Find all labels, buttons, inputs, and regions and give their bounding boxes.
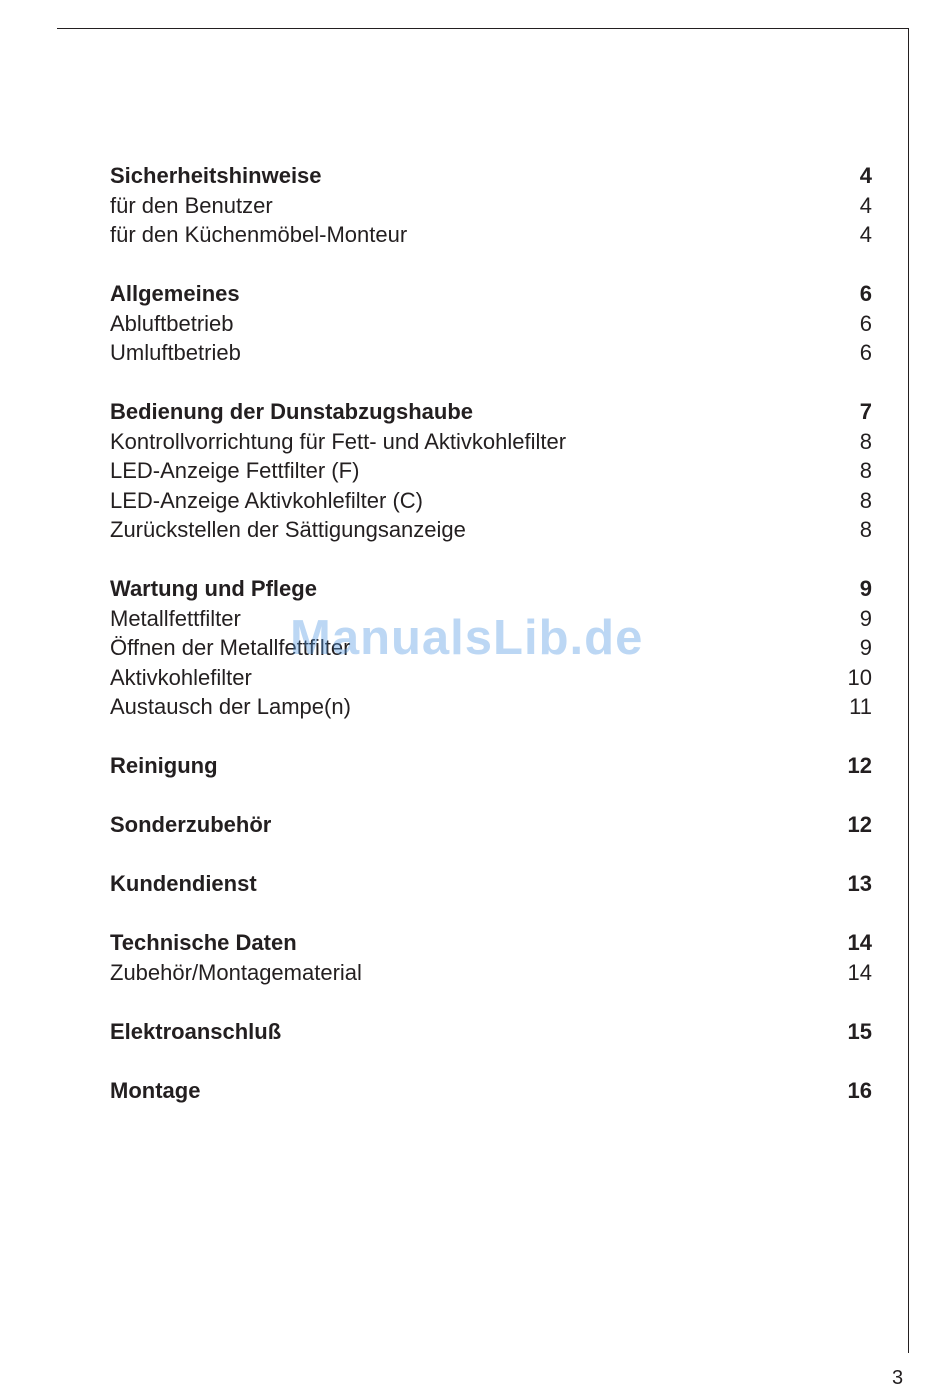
toc-heading[interactable] (110, 928, 872, 958)
toc-section (110, 574, 872, 722)
toc-entry[interactable] (110, 220, 872, 250)
toc-entry-label: Kontrollvorrichtung für Fett- und Aktivkohlefilter (110, 428, 567, 454)
toc-heading-page: 14 (847, 930, 872, 955)
toc-entry[interactable] (110, 604, 872, 634)
toc-heading[interactable] (110, 279, 872, 309)
toc-entry[interactable] (110, 663, 872, 693)
toc-section (110, 928, 872, 987)
toc-entry-label: Öffnen der Metallfettfilter (110, 635, 351, 660)
toc-entry-label: Metallfettfilter (110, 605, 241, 631)
toc-heading-title: Bedienung der Dunstabzugshaube (110, 399, 474, 424)
toc-entry[interactable] (110, 191, 872, 221)
toc-heading[interactable] (110, 810, 872, 840)
watermark: ManualsLib.de (290, 611, 644, 665)
toc-entry-label: für den Benutzer (110, 192, 273, 218)
toc-heading-page: 9 (859, 576, 872, 601)
toc-heading[interactable] (110, 161, 872, 191)
toc-entry-label: Austausch der Lampe(n) (110, 694, 351, 719)
toc-entry-page: 4 (859, 222, 872, 247)
toc-heading-page: 4 (859, 163, 872, 188)
toc-heading-title: Allgemeines (110, 281, 240, 306)
toc-entry-label: Abluftbetrieb (110, 310, 234, 336)
table-of-contents (110, 161, 872, 1105)
toc-heading-page: 12 (847, 812, 872, 837)
toc-entry-label: Zubehör/Montagematerial (110, 959, 362, 985)
toc-section (110, 161, 872, 250)
toc-entry-page: 8 (859, 517, 872, 542)
toc-section (110, 397, 872, 545)
toc-heading-title: Sicherheitshinweise (110, 163, 322, 188)
toc-entry-page: 8 (859, 458, 872, 483)
toc-heading-title: Wartung und Pflege (110, 576, 317, 601)
toc-heading-title: Technische Daten (110, 930, 297, 955)
top-rule (57, 28, 909, 29)
toc-entry-label: für den Küchenmöbel-Monteur (110, 222, 408, 247)
toc-heading-page: 16 (847, 1077, 872, 1103)
toc-section (110, 1076, 872, 1106)
toc-heading-title: Elektroanschluß (110, 1018, 282, 1044)
toc-heading-page: 7 (859, 399, 872, 424)
toc-entry-page: 8 (859, 428, 872, 454)
toc-entry-label: Umluftbetrieb (110, 340, 241, 365)
toc-heading-title: Sonderzubehör (110, 812, 272, 837)
toc-entry[interactable] (110, 427, 872, 457)
toc-entry-page: 10 (847, 664, 872, 690)
toc-entry-page: 8 (859, 487, 872, 513)
toc-entry[interactable] (110, 515, 872, 545)
toc-heading-title: Montage (110, 1077, 201, 1103)
toc-entry-page: 9 (859, 635, 872, 660)
toc-heading[interactable] (110, 1017, 872, 1047)
toc-heading[interactable] (110, 869, 872, 899)
toc-entry[interactable] (110, 486, 872, 516)
toc-entry-label: LED-Anzeige Aktivkohlefilter (C) (110, 487, 424, 513)
toc-entry[interactable] (110, 338, 872, 368)
toc-section (110, 869, 872, 899)
toc-heading-title: Kundendienst (110, 871, 257, 896)
toc-entry[interactable] (110, 309, 872, 339)
toc-section (110, 751, 872, 781)
toc-heading[interactable] (110, 1076, 872, 1106)
toc-entry-label: Zurückstellen der Sättigungsanzeige (110, 517, 466, 542)
toc-entry-page: 11 (849, 694, 872, 719)
toc-section (110, 810, 872, 840)
toc-entry[interactable] (110, 692, 872, 722)
toc-entry-page: 9 (859, 605, 872, 631)
toc-section (110, 279, 872, 368)
toc-entry[interactable] (110, 633, 872, 663)
right-rule (908, 28, 909, 1353)
toc-heading-page: 12 (847, 753, 872, 778)
toc-heading-page: 13 (847, 871, 872, 896)
toc-entry-label: Aktivkohlefilter (110, 664, 252, 690)
toc-section (110, 1017, 872, 1047)
toc-heading-title: Reinigung (110, 753, 218, 778)
toc-heading[interactable] (110, 751, 872, 781)
toc-entry[interactable] (110, 958, 872, 988)
toc-entry-label: LED-Anzeige Fettfilter (F) (110, 458, 360, 483)
toc-entry[interactable] (110, 456, 872, 486)
page-number: 3 (892, 1367, 904, 1389)
toc-entry-page: 6 (859, 340, 872, 365)
toc-entry-page: 14 (847, 959, 872, 985)
toc-entry-page: 6 (859, 310, 872, 336)
toc-heading-page: 6 (859, 281, 872, 306)
toc-entry-page: 4 (859, 192, 872, 218)
toc-heading[interactable] (110, 574, 872, 604)
toc-heading[interactable] (110, 397, 872, 427)
toc-heading-page: 15 (847, 1018, 872, 1044)
